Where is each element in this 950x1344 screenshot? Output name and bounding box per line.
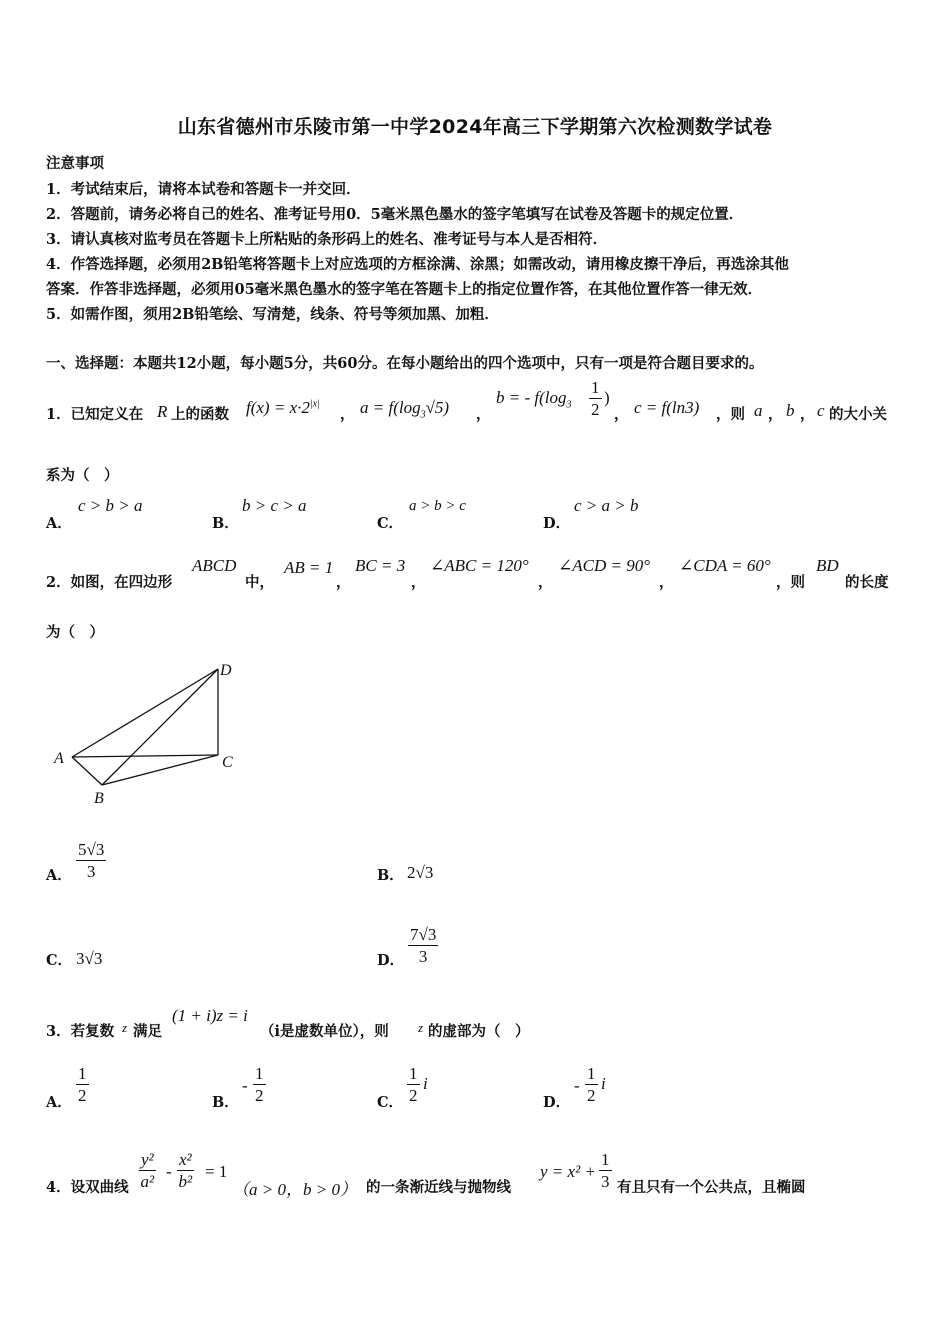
q1-text-3: ，则 xyxy=(716,406,745,423)
label-d: D xyxy=(220,662,232,679)
edge-bc xyxy=(102,755,218,785)
q2-cond-ab: AB = 1 xyxy=(284,558,334,577)
q1-option-d[interactable]: c > a > b xyxy=(574,496,639,515)
q3-option-d-i: i xyxy=(601,1074,606,1093)
q1-b-close: ) xyxy=(604,388,610,407)
q3-option-c-label: C． xyxy=(377,1094,404,1111)
q3-text-1: 3．若复数 xyxy=(46,1023,115,1040)
q2-text-5: 为（ ） xyxy=(46,624,104,641)
q3-option-c-i: i xyxy=(423,1074,428,1093)
q3-option-b[interactable]: $\frac{1}{2}$ xyxy=(255,1064,264,1105)
q1-option-c-label: C． xyxy=(377,515,404,532)
q1-c-definition: c = f(ln3) xyxy=(634,398,700,417)
q3-option-d[interactable]: $\frac{1}{2}$ xyxy=(587,1064,596,1105)
q4-parabola: y = x² + xyxy=(540,1162,596,1181)
q3-text-4: 的虚部为（ ） xyxy=(428,1023,530,1040)
edge-ac xyxy=(72,755,218,757)
notice-item-2: 2．答题前，请务必将自己的姓名、准考证号用0．5毫米黑色墨水的签字笔填写在试卷及答题卡的规定位置． xyxy=(46,206,744,223)
q2-sep-2: ， xyxy=(411,574,426,591)
edge-ab xyxy=(72,757,102,785)
q1-option-a[interactable]: c > b > a xyxy=(78,496,143,515)
q2-text-4: 的长度 xyxy=(845,574,889,591)
q2-sep-3: ， xyxy=(538,574,553,591)
q2-option-b-label: B． xyxy=(377,867,404,884)
q3-option-b-sign: - xyxy=(242,1076,248,1095)
q4-equals-one: = 1 xyxy=(205,1162,228,1181)
q4-text-1: 4．设双曲线 xyxy=(46,1179,129,1196)
q2-option-b[interactable]: 2√3 xyxy=(407,863,434,882)
exam-title: 山东省德州市乐陵市第一中学2024年高三下学期第六次检测数学试卷 xyxy=(177,116,773,138)
q1-b-definition: b = - $f(\log_3$ xyxy=(496,388,572,411)
q1-comma-4: ， xyxy=(768,406,783,423)
q3-option-c[interactable]: $\frac{1}{2}$ xyxy=(409,1064,418,1105)
q1-comma-3: ， xyxy=(614,406,629,423)
q4-fraction-x: $\frac{\text{x²}}{\text{b²}}$ xyxy=(178,1150,193,1191)
q2-cond-acd: ∠ACD = 90° xyxy=(558,556,651,575)
q4-text-3: 有且只有一个公共点，且椭圆 xyxy=(617,1179,806,1196)
notice-item-1: 1．考试结束后，请将本试卷和答题卡一并交回． xyxy=(46,181,361,198)
q1-b-fraction: $\frac{1}{2}$ xyxy=(591,378,600,419)
notice-item-4: 4．作答选择题，必须用2B铅笔将答题卡上对应选项的方框涂满、涂黑；如需改动，请用橡皮擦干净后，再选涂其他 xyxy=(46,256,789,273)
q3-option-d-sign: - xyxy=(574,1076,580,1095)
q2-quadrilateral: ABCD xyxy=(192,556,237,575)
q4-fraction-third: $\frac{1}{3}$ xyxy=(601,1150,610,1191)
q1-text-2: 上的函数 xyxy=(171,406,229,423)
q4-minus: - xyxy=(166,1162,172,1181)
q2-option-c[interactable]: 3√3 xyxy=(76,949,103,968)
q3-text-3: （i是虚数单位），则 xyxy=(260,1023,389,1040)
q2-cond-cda: ∠CDA = 60° xyxy=(679,556,771,575)
q2-sep-1: ， xyxy=(336,574,351,591)
q4-fraction-y: $\frac{\text{y²}}{\text{a²}}$ xyxy=(140,1150,155,1191)
q3-option-b-label: B． xyxy=(212,1094,239,1111)
notice-item-5: 5．如需作图，须用2B铅笔绘、写清楚，线条、符号等须加黑、加粗． xyxy=(46,306,499,323)
q4-conditions: （a > 0，b > 0） xyxy=(232,1180,357,1199)
q3-z: z xyxy=(122,1020,128,1035)
q1-var-c: c xyxy=(817,401,825,420)
q2-text-3: ，则 xyxy=(776,574,805,591)
q1-option-b[interactable]: b > c > a xyxy=(242,496,307,515)
edge-ad xyxy=(72,669,218,757)
q2-option-d-label: D． xyxy=(377,952,405,969)
q3-option-a[interactable]: $\frac{1}{2}$ xyxy=(78,1064,87,1105)
q1-var-b: b xyxy=(786,401,795,420)
q3-z-2: z xyxy=(418,1020,424,1035)
q1-comma-1: ， xyxy=(340,406,355,423)
q1-text-5: 系为（ ） xyxy=(46,467,119,484)
q2-cond-bc: BC = 3 xyxy=(355,556,406,575)
q2-figure xyxy=(40,650,250,810)
q2-text-1: 2．如图，在四边形 xyxy=(46,574,173,591)
q1-option-a-label: A． xyxy=(46,515,72,532)
notice-item-3: 3．请认真核对监考员在答题卡上所粘贴的条形码上的姓名、准考证号与本人是否相符． xyxy=(46,231,608,248)
notice-item-4-cont: 答案．作答非选择题，必须用05毫米黑色墨水的签字笔在答题卡上的指定位置作答，在其他位置作答一律无效． xyxy=(46,281,763,298)
q1-comma-5: ， xyxy=(800,406,815,423)
label-a: A xyxy=(54,750,64,767)
q2-sep-4: ， xyxy=(659,574,674,591)
q2-option-a-label: A． xyxy=(46,867,72,884)
q2-cond-abc: ∠ABC = 120° xyxy=(430,556,529,575)
q1-option-d-label: D． xyxy=(543,515,571,532)
q1-text-1: 1．已知定义在 xyxy=(46,406,144,423)
q4-text-2: 的一条渐近线与抛物线 xyxy=(366,1179,511,1196)
label-c: C xyxy=(222,754,233,771)
edge-bd xyxy=(102,669,218,785)
q3-option-a-label: A． xyxy=(46,1094,72,1111)
notice-heading: 注意事项 xyxy=(46,155,104,172)
q3-option-d-label: D． xyxy=(543,1094,571,1111)
q1-option-b-label: B． xyxy=(212,515,239,532)
q1-a-definition: $a = f(\log_3√5)$ xyxy=(360,398,450,421)
q2-option-d[interactable]: $\frac{7√3}{3}$ xyxy=(410,925,437,966)
q1-comma-2: ， xyxy=(476,406,491,423)
q2-option-a[interactable]: $\frac{5√3}{3}$ xyxy=(78,840,105,881)
q3-text-2: 满足 xyxy=(133,1023,162,1040)
label-b: B xyxy=(94,790,104,807)
q1-R: R xyxy=(157,402,168,421)
q2-bd: BD xyxy=(816,556,839,575)
q2-option-c-label: C． xyxy=(46,952,73,969)
q1-function: $f(x) = x\cdot 2^{|x|}$ xyxy=(246,398,320,417)
q2-text-2: 中， xyxy=(245,574,274,591)
section-heading: 一、选择题：本题共12小题，每小题5分，共60分。在每小题给出的四个选项中，只有一项是符合题目要求的。 xyxy=(46,355,764,372)
q1-option-c[interactable]: a > b > c xyxy=(409,498,466,514)
q3-equation: (1 + i)z = i xyxy=(172,1006,248,1025)
q1-var-a: a xyxy=(754,401,763,420)
q1-text-4: 的大小关 xyxy=(829,406,887,423)
